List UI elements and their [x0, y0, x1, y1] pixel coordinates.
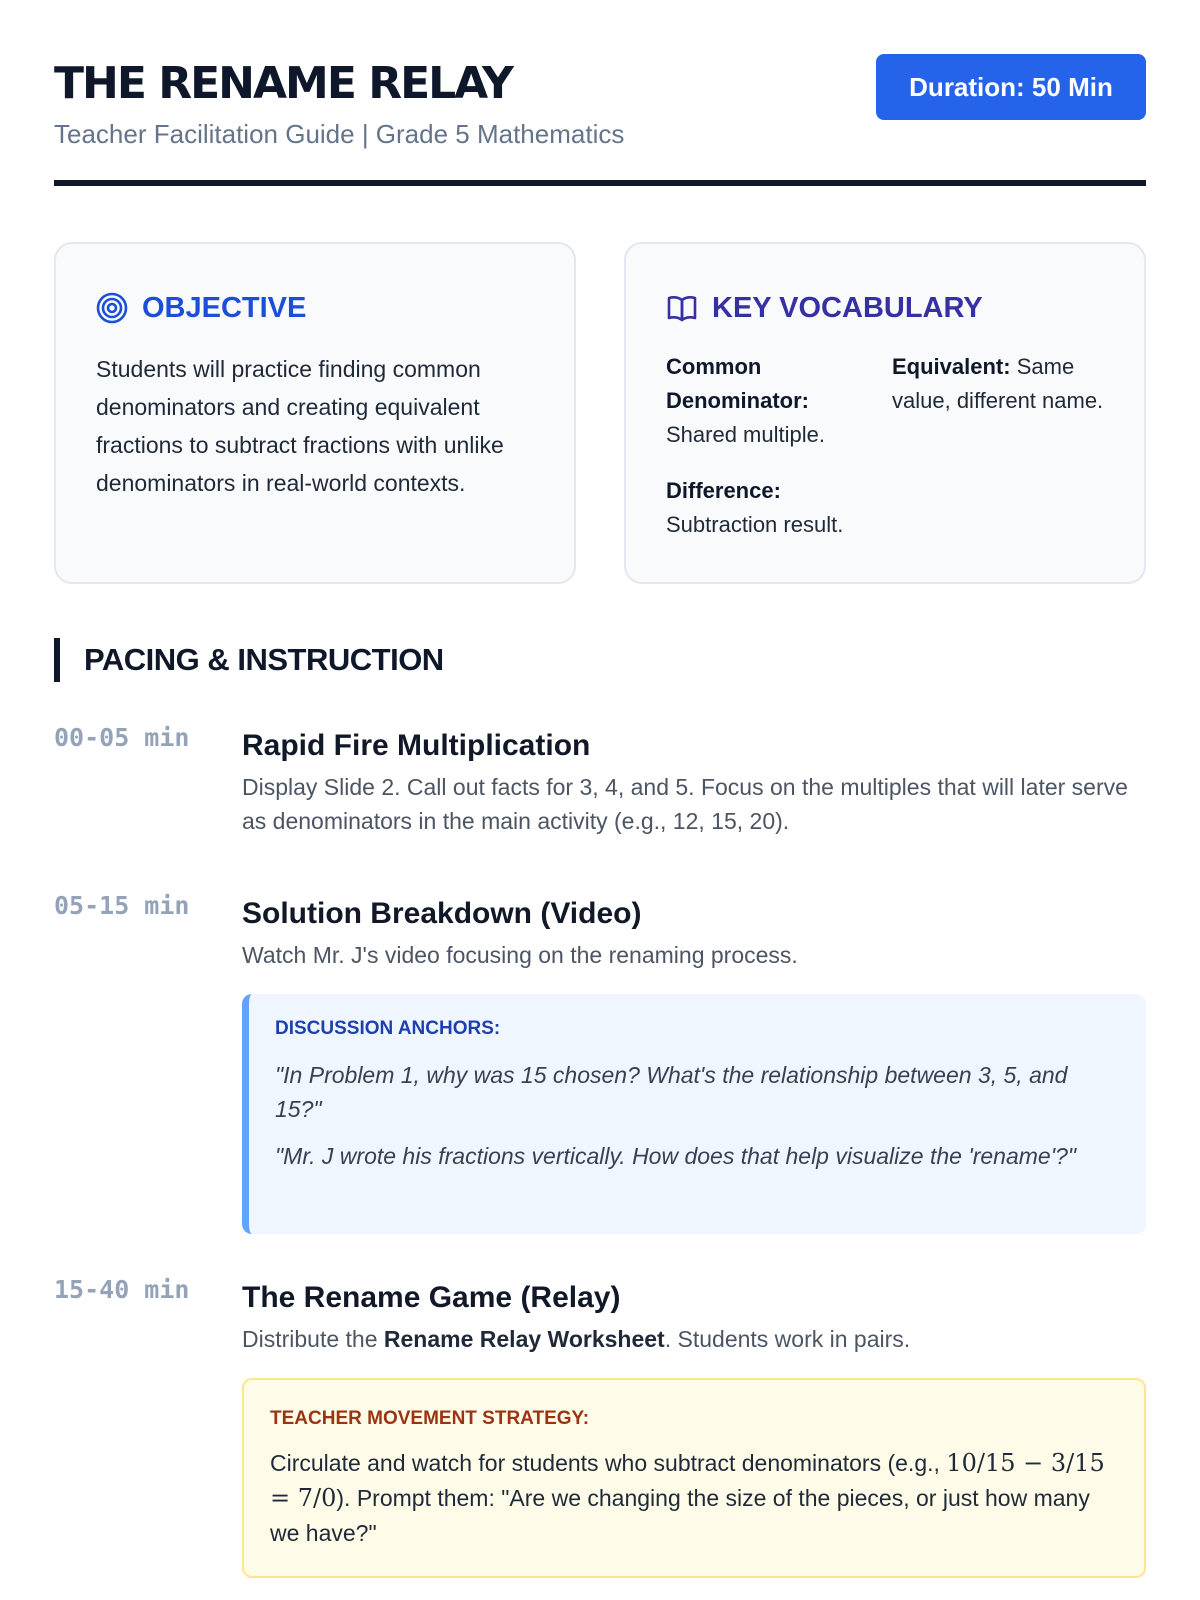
step-description	[242, 1322, 1146, 1356]
page-title: THE RENAME RELAY	[54, 58, 512, 109]
objective-card	[54, 242, 576, 584]
objective-heading	[96, 290, 306, 326]
worksheet-name: Rename Relay Worksheet	[383, 1326, 665, 1352]
vocab-term-common-denominator	[666, 350, 866, 452]
step-description: Watch Mr. J's video focusing on the renaming process.	[242, 942, 798, 968]
duration-badge: Duration: 50 Min	[876, 54, 1146, 120]
vocab-term-definition: Same value, different name.	[892, 354, 1104, 413]
target-icon	[96, 292, 128, 324]
section-heading-pacing: PACING & INSTRUCTION	[54, 638, 444, 682]
vocabulary-heading-label: KEY VOCABULARY	[712, 291, 983, 324]
book-open-icon	[666, 292, 698, 324]
vocab-term-equivalent	[892, 350, 1112, 418]
discussion-quote: "In Problem 1, why was 15 chosen? What's the relationship between 3, 5, and 15?"	[275, 1062, 1068, 1122]
vocab-term-definition: Subtraction result.	[666, 512, 844, 537]
step-title: Solution Breakdown (Video)	[242, 897, 642, 930]
vocabulary-heading	[666, 290, 983, 326]
description-text: Distribute the	[242, 1326, 384, 1352]
vocabulary-card	[624, 242, 1146, 584]
step-description: Display Slide 2. Call out facts for 3, 4, and 5. Focus on the multiples that will later serve as denominators in the main activity (e.g., 12, 15, 20).	[242, 774, 1128, 834]
step-title: Rapid Fire Multiplication	[242, 729, 591, 762]
discussion-anchors-callout	[242, 994, 1146, 1234]
callout-label: TEACHER MOVEMENT STRATEGY:	[270, 1408, 590, 1429]
callout-label: DISCUSSION ANCHORS:	[275, 1018, 501, 1039]
step-time: 00-05 min	[54, 723, 190, 752]
strategy-text	[270, 1446, 1110, 1551]
vocab-term-label: Common Denominator:	[666, 354, 809, 413]
description-text: . Students work in pairs.	[664, 1326, 911, 1352]
objective-text: Students will practice finding common denominators and creating equivalent fractions to subtract fractions with unlike denominators in real-world contexts.	[96, 356, 504, 496]
strategy-text-part: Circulate and watch for students who subtract denominators (e.g.,	[270, 1450, 947, 1476]
step-time: 05-15 min	[54, 891, 190, 920]
step-title: The Rename Game (Relay)	[242, 1281, 621, 1314]
math-expression: 10/15 − 3/15 = 7/0	[270, 1449, 1105, 1512]
vocab-term-difference	[666, 474, 896, 542]
vocab-term-label: Equivalent:	[892, 354, 1011, 379]
objective-heading-label: OBJECTIVE	[142, 291, 307, 324]
vocab-term-label: Difference:	[666, 478, 781, 503]
teacher-movement-callout	[242, 1378, 1146, 1578]
lesson-page	[54, 0, 1146, 1600]
strategy-text-part: ). Prompt them: "Are we changing the size of the pieces, or just how many we have?"	[270, 1485, 1090, 1546]
page-subtitle: Teacher Facilitation Guide | Grade 5 Mathematics	[54, 119, 625, 149]
discussion-quote: "Mr. J wrote his fractions vertically. How does that help visualize the 'rename'?"	[275, 1143, 1077, 1169]
step-time: 15-40 min	[54, 1275, 190, 1304]
page-header	[54, 52, 1146, 186]
vocab-term-definition: Shared multiple.	[666, 422, 825, 447]
